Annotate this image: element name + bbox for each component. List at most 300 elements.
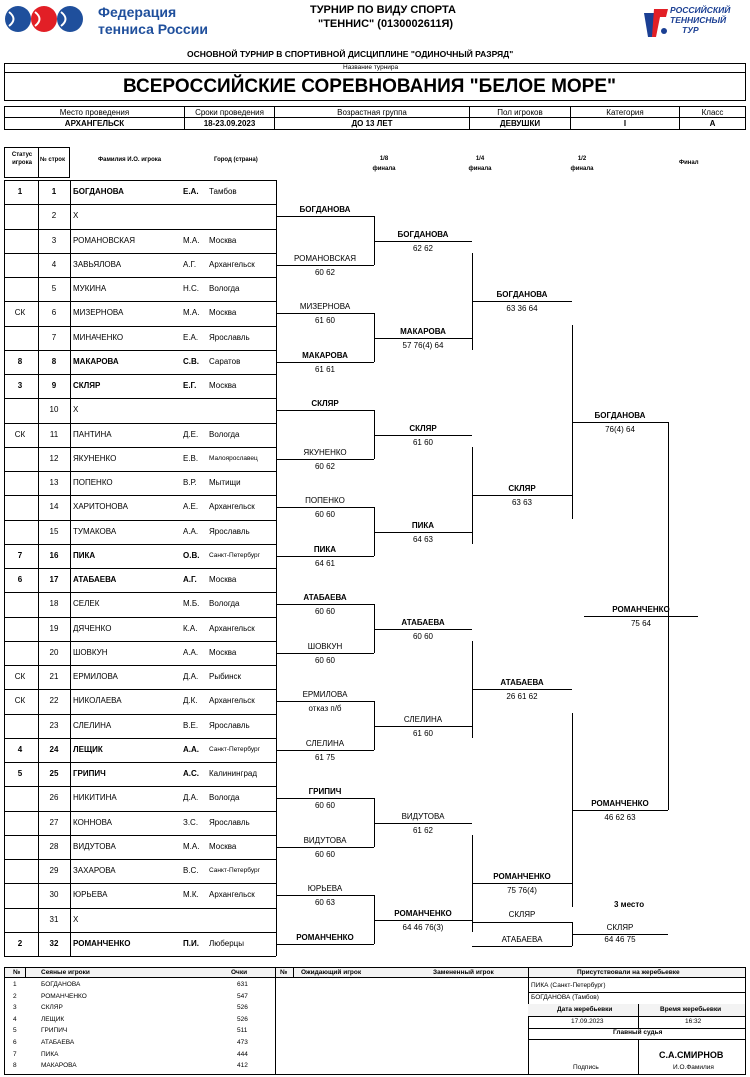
r16-score: 60 60	[314, 655, 336, 665]
row-line	[4, 471, 276, 472]
player-city: Ярославль	[209, 817, 250, 827]
player-city: Москва	[209, 381, 237, 390]
player-name: МИНАЧЕНКО	[73, 332, 124, 342]
seed-row	[5, 1038, 275, 1049]
row-divider	[70, 714, 71, 738]
r16-line	[276, 944, 374, 945]
player-city: Тамбов	[209, 187, 237, 196]
col-r16-header: 1/8 финала	[372, 156, 396, 172]
player-initials: А.Е.	[183, 502, 199, 512]
row-line	[4, 592, 276, 593]
place-value: АРХАНГЕЛЬСК	[4, 117, 185, 130]
row-divider	[70, 835, 71, 859]
player-row-number: 17	[49, 575, 59, 584]
sport-title: ТУРНИР ПО ВИДУ СПОРТА	[310, 4, 456, 16]
col-final-header: Финал	[679, 160, 699, 166]
row-divider	[70, 423, 71, 447]
player-row-number: 15	[49, 526, 59, 536]
sf-winner-name: БОГДАНОВА	[496, 290, 548, 299]
r16-score: 60 62	[314, 267, 336, 277]
r16-line	[276, 459, 374, 460]
seed-points: 631	[237, 981, 248, 988]
row-divider	[70, 204, 71, 228]
row-line	[4, 374, 276, 375]
row-line	[4, 568, 276, 569]
qf-winner-name: АТАБАЕВА	[401, 617, 445, 627]
player-status: 2	[17, 938, 23, 948]
player-name: ГРИПИЧ	[73, 769, 106, 778]
seed-row	[5, 1015, 275, 1026]
seed-name: МАКАРОВА	[41, 1062, 77, 1070]
player-name: СЛЕЛИНА	[73, 720, 112, 730]
row-divider	[70, 738, 71, 762]
row-line	[4, 447, 276, 448]
row-line	[4, 204, 276, 205]
player-name: ЗАВЬЯЛОВА	[73, 259, 122, 269]
final-winner-name: БОГДАНОВА	[594, 411, 646, 420]
r16-winner-name: ВИДУТОВА	[303, 835, 347, 845]
r16-line	[276, 313, 374, 314]
row-divider	[70, 811, 71, 835]
row-divider	[70, 689, 71, 713]
player-city: Москва	[209, 308, 237, 318]
final-line	[572, 810, 668, 811]
row-line	[4, 932, 276, 933]
player-name: ТУМАКОВА	[73, 526, 117, 536]
r16-winner-name: ЮРЬЕВА	[307, 884, 343, 894]
player-row-number: 30	[49, 890, 59, 900]
replaced-header: Замененный игрок	[433, 969, 494, 976]
row-line	[4, 180, 276, 181]
player-initials: А.Г.	[183, 259, 197, 269]
row-line	[4, 544, 276, 545]
player-name: ДЯЧЕНКО	[73, 623, 112, 633]
player-initials: М.А.	[183, 308, 200, 318]
r16-score: 60 60	[314, 510, 336, 520]
r16-winner-name: ЕРМИЛОВА	[302, 690, 348, 700]
category-value: I	[570, 117, 680, 130]
player-row-number: 31	[49, 914, 59, 924]
player-status: 3	[17, 381, 23, 390]
row-divider	[70, 592, 71, 616]
present-player-2: БОГДАНОВА (Тамбов)	[531, 994, 599, 1001]
player-initials: А.А.	[183, 647, 199, 657]
row-line	[4, 326, 276, 327]
age-label: Возрастная группа	[274, 106, 470, 118]
player-initials: Е.А.	[183, 187, 199, 196]
col-name-header: Фамилия И.О. игрока	[98, 157, 162, 163]
row-divider	[70, 180, 71, 204]
player-row-number: 32	[49, 938, 59, 948]
player-city: Санкт-Петербург	[209, 867, 260, 874]
champion-score: 75 64	[630, 619, 652, 628]
seed-name: РОМАНЧЕНКО	[41, 992, 87, 1000]
sf-winner-name: СКЛЯР	[508, 484, 536, 493]
sf-score: 63 63	[511, 498, 533, 507]
player-row-number: 8	[51, 356, 57, 366]
player-row-number: 27	[49, 817, 59, 827]
third-place-player-1: СКЛЯР	[508, 910, 536, 919]
player-row-number: 18	[49, 599, 59, 609]
player-row-number: 14	[49, 502, 59, 512]
sf-line	[472, 301, 572, 302]
seed-points: 526	[237, 1015, 248, 1023]
r16-score: отказ п/б	[308, 704, 342, 714]
player-row-number: 26	[49, 793, 59, 803]
tournament-name-label: Название турнира	[343, 64, 399, 71]
player-status: 7	[17, 550, 23, 560]
player-city: Ярославль	[209, 526, 250, 536]
row-line	[4, 277, 276, 278]
player-row-number: 28	[49, 841, 59, 851]
final-winner-name: РОМАНЧЕНКО	[591, 799, 649, 808]
age-value: ДО 13 ЛЕТ	[274, 117, 470, 130]
qf-line	[374, 338, 472, 339]
row-line	[4, 495, 276, 496]
row-divider	[70, 859, 71, 883]
rtt-name-line3: ТУР	[682, 25, 699, 35]
r16-line	[276, 798, 374, 799]
player-initials: Е.Г.	[183, 381, 197, 390]
r16-line	[276, 701, 374, 702]
seed-number: 8	[13, 1062, 17, 1070]
qf-line	[374, 532, 472, 533]
r16-winner-name: ПОПЕНКО	[305, 496, 345, 506]
qf-line	[374, 435, 472, 436]
seed-number: 2	[13, 992, 17, 1000]
row-line	[4, 883, 276, 884]
player-row-number: 6	[51, 308, 57, 318]
final-score: 46 62 63	[604, 813, 636, 822]
player-row-number: 3	[51, 235, 57, 245]
player-initials: П.И.	[183, 938, 199, 948]
third-place-player-2: АТАБАЕВА	[501, 935, 543, 944]
player-initials: С.В.	[183, 356, 199, 366]
row-line	[4, 811, 276, 812]
row-line	[4, 520, 276, 521]
player-name: ЕРМИЛОВА	[73, 672, 118, 681]
player-name: Х	[73, 914, 79, 924]
r16-winner-name: ЯКУНЕНКО	[303, 447, 347, 457]
player-city: Ярославль	[209, 720, 250, 730]
points-header: Очки	[231, 969, 248, 976]
player-name: ЛЕЩИК	[73, 744, 103, 754]
third-place-winner: СКЛЯР	[606, 923, 634, 932]
seed-name: ГРИПИЧ	[41, 1027, 68, 1035]
row-line	[4, 859, 276, 860]
seed-points: 511	[237, 1027, 248, 1035]
row-line	[4, 641, 276, 642]
seed-points: 444	[237, 1050, 248, 1058]
seed-row	[5, 1061, 275, 1072]
row-divider	[70, 762, 71, 786]
r16-line	[276, 895, 374, 896]
r16-score: 60 63	[314, 898, 336, 908]
dates-value: 18-23.09.2023	[184, 117, 275, 130]
seed-points: 473	[237, 1039, 248, 1046]
row-divider	[70, 568, 71, 592]
seeds-header: Сеяные игроки	[41, 969, 90, 976]
seed-row	[5, 1003, 275, 1014]
player-name: ЮРЬЕВА	[73, 890, 108, 900]
player-initials: Д.А.	[183, 672, 199, 681]
player-name: КОННОВА	[73, 817, 112, 827]
r16-winner-name: АТАБАЕВА	[303, 593, 347, 603]
player-row-number: 29	[49, 866, 59, 875]
row-divider	[70, 665, 71, 689]
seed-number: 3	[13, 1004, 17, 1012]
player-row-number: 2	[51, 211, 57, 221]
player-initials: М.А.	[183, 841, 200, 851]
player-city: Москва	[209, 235, 237, 245]
row-divider	[70, 471, 71, 495]
player-initials: З.С.	[183, 817, 199, 827]
player-name: ПАНТИНА	[73, 429, 112, 439]
player-name: ШОВКУН	[73, 647, 108, 657]
r16-score: 60 60	[314, 801, 336, 811]
qf-score: 61 62	[412, 825, 434, 835]
row-divider	[70, 398, 71, 422]
champion-line	[584, 616, 698, 617]
waiting-num-header: №	[280, 969, 288, 976]
player-name: РОМАНОВСКАЯ	[73, 235, 136, 245]
r16-winner-name: МАКАРОВА	[302, 350, 348, 360]
r16-winner-name: РОМАНЧЕНКО	[296, 932, 354, 942]
draw-date-label: Дата жеребьевки	[557, 1006, 613, 1013]
r16-line	[276, 216, 374, 217]
seed-points: 412	[237, 1062, 248, 1070]
player-row-number: 23	[49, 720, 59, 730]
player-row-number: 21	[49, 672, 59, 681]
player-name: ЗАХАРОВА	[73, 866, 116, 875]
row-divider	[70, 495, 71, 519]
player-row-number: 24	[49, 744, 59, 754]
player-initials: Д.Е.	[183, 429, 199, 439]
col-status-header: Статус игрока	[11, 152, 33, 166]
seed-name: СКЛЯР	[41, 1004, 63, 1012]
sex-label: Пол игроков	[469, 106, 571, 118]
player-city: Саратов	[209, 356, 241, 366]
player-status: 4	[17, 744, 23, 754]
third-place-line-2	[472, 946, 572, 947]
row-line	[4, 398, 276, 399]
r16-line	[276, 750, 374, 751]
player-initials: М.А.	[183, 235, 200, 245]
qf-winner-name: ПИКА	[411, 520, 435, 530]
player-city: Архангельск	[209, 502, 255, 512]
r16-line	[276, 556, 374, 557]
player-row-number: 16	[49, 550, 59, 560]
player-row-number: 22	[49, 696, 59, 706]
chief-judge-name: С.А.СМИРНОВ	[659, 1050, 724, 1060]
player-initials: М.К.	[183, 890, 199, 900]
draw-time: 16:32	[685, 1018, 702, 1025]
player-name: ВИДУТОВА	[73, 841, 116, 851]
r16-line	[276, 847, 374, 848]
dates-label: Сроки проведения	[184, 106, 275, 118]
discipline-subtitle: ОСНОВНОЙ ТУРНИР В СПОРТИВНОЙ ДИСЦИПЛИНЕ "ОДИНОЧНЫЙ РАЗРЯД"	[187, 49, 514, 59]
row-line	[4, 423, 276, 424]
seed-row	[5, 1026, 275, 1037]
seed-name: ЛЕЩИК	[41, 1015, 65, 1023]
row-line	[4, 301, 276, 302]
waiting-header: Ожидающий игрок	[301, 969, 362, 976]
champion-name: РОМАНЧЕНКО	[612, 605, 670, 614]
player-initials: Е.А.	[183, 332, 199, 342]
class-label: Класс	[679, 106, 746, 118]
r16-score: 61 61	[314, 364, 336, 374]
row-line	[4, 253, 276, 254]
row-divider	[70, 301, 71, 325]
r16-score: 60 62	[314, 461, 336, 471]
player-city: Москва	[209, 841, 237, 851]
seed-points: 547	[237, 992, 248, 1000]
row-line	[4, 908, 276, 909]
rtt-name-line2: ТЕННИСНЫЙ	[670, 15, 727, 25]
row-divider	[70, 253, 71, 277]
row-divider	[70, 932, 71, 956]
row-divider	[70, 908, 71, 932]
player-city: Архангельск	[209, 259, 255, 269]
player-status: СК	[14, 696, 26, 706]
r16-winner-name: СЛЕЛИНА	[305, 738, 345, 748]
player-initials: А.А.	[183, 526, 199, 536]
sf-line	[472, 495, 572, 496]
row-divider	[70, 229, 71, 253]
qf-score: 62 62	[412, 243, 434, 253]
seed-number: 4	[13, 1015, 17, 1023]
row-divider	[70, 374, 71, 398]
player-status: 6	[17, 575, 23, 584]
r16-winner-name: БОГДАНОВА	[299, 205, 351, 215]
player-name: МУКИНА	[73, 284, 107, 293]
sex-value: ДЕВУШКИ	[469, 117, 571, 130]
player-city: Архангельск	[209, 890, 255, 900]
row-line	[4, 617, 276, 618]
player-row-number: 19	[49, 623, 59, 633]
player-initials: О.В.	[183, 550, 200, 560]
row-divider	[70, 277, 71, 301]
player-name: НИКИТИНА	[73, 793, 117, 803]
row-line	[4, 762, 276, 763]
sport-code: "ТЕННИС" (0130002611Я)	[318, 18, 454, 30]
player-name: ХАРИТОНОВА	[73, 502, 128, 512]
qf-winner-name: РОМАНЧЕНКО	[394, 908, 452, 918]
present-player-1: ПИКА (Санкт-Петербург)	[531, 982, 606, 989]
player-city: Архангельск	[209, 696, 255, 706]
rtt-name-line1: РОССИЙСКИЙ	[670, 5, 731, 15]
player-city: Вологда	[209, 599, 240, 609]
r16-winner-name: ГРИПИЧ	[308, 787, 342, 797]
player-city: Санкт-Петербург	[209, 745, 260, 753]
player-name: РОМАНЧЕНКО	[73, 938, 131, 948]
qf-line	[374, 241, 472, 242]
qf-score: 64 46 76(3)	[402, 922, 444, 932]
player-row-number: 9	[51, 381, 57, 390]
col-city-header: Город (страна)	[214, 157, 258, 163]
player-initials: А.А.	[183, 744, 199, 754]
player-name: СЕЛЕК	[73, 599, 100, 609]
qf-score: 57 76(4) 64	[402, 340, 444, 350]
qf-score: 60 60	[412, 631, 434, 641]
qf-winner-name: МАКАРОВА	[400, 326, 446, 336]
row-line	[4, 665, 276, 666]
row-line	[4, 835, 276, 836]
player-name: МАКАРОВА	[73, 356, 119, 366]
player-city: Вологда	[209, 793, 240, 803]
row-divider	[70, 326, 71, 350]
sf-score: 63 36 64	[506, 304, 538, 313]
qf-score: 61 60	[412, 437, 434, 447]
player-row-number: 5	[51, 284, 57, 293]
r16-winner-name: МИЗЕРНОВА	[299, 302, 351, 312]
signature-label: Подпись	[573, 1064, 599, 1071]
player-initials: Д.К.	[183, 696, 198, 706]
row-divider	[70, 883, 71, 907]
qf-winner-name: БОГДАНОВА	[397, 229, 449, 239]
sf-winner-name: АТАБАЕВА	[500, 678, 544, 687]
player-initials: Е.В.	[183, 453, 199, 463]
qf-winner-name: СЛЕЛИНА	[403, 714, 443, 724]
col-sf-header: 1/2 финала	[570, 156, 594, 172]
player-city: Вологда	[209, 284, 240, 293]
row-divider	[70, 520, 71, 544]
r16-score: 64 61	[314, 558, 336, 568]
player-city: Вологда	[209, 429, 240, 439]
qf-winner-name: СКЛЯР	[409, 423, 437, 433]
row-line	[4, 786, 276, 787]
player-name: ЯКУНЕНКО	[73, 453, 117, 463]
seed-number: 6	[13, 1039, 17, 1046]
player-initials: М.Б.	[183, 599, 200, 609]
col-qf-header: 1/4 финала	[468, 156, 492, 172]
sf-score: 75 76(4)	[507, 886, 537, 895]
player-status: 1	[17, 187, 23, 196]
federation-name-line2: тенниса России	[98, 21, 208, 37]
player-initials: В.С.	[183, 866, 199, 875]
r16-winner-name: ПИКА	[313, 544, 337, 554]
row-divider	[70, 641, 71, 665]
player-status: 5	[17, 769, 23, 778]
row-divider	[70, 544, 71, 568]
federation-name-line1: Федерация	[98, 4, 177, 20]
r16-line	[276, 507, 374, 508]
player-row-number: 4	[51, 259, 57, 269]
player-row-number: 7	[51, 332, 57, 342]
seeds-num-header: №	[13, 969, 21, 976]
seed-name: АТАБАЕВА	[41, 1039, 75, 1046]
player-initials: К.А.	[183, 623, 198, 633]
player-city: Санкт-Петербург	[209, 551, 260, 559]
row-line	[4, 956, 276, 957]
player-name: ПОПЕНКО	[73, 478, 113, 487]
player-initials: Д.А.	[183, 793, 199, 803]
third-place-label: 3 место	[614, 900, 645, 909]
seed-name: БОГДАНОВА	[41, 981, 81, 988]
player-city: Москва	[209, 575, 237, 584]
seed-number: 5	[13, 1027, 17, 1035]
player-name: СКЛЯР	[73, 381, 101, 390]
seed-points: 526	[237, 1004, 248, 1012]
tournament-name: ВСЕРОССИЙСКИЕ СОРЕВНОВАНИЯ "БЕЛОЕ МОРЕ"	[123, 76, 617, 97]
sf-line	[472, 883, 572, 884]
seed-number: 1	[13, 981, 17, 988]
player-status: СК	[14, 672, 26, 681]
qf-line	[374, 629, 472, 630]
r16-score: 61 75	[314, 752, 336, 762]
player-status: СК	[14, 429, 26, 439]
player-city: Калининград	[209, 769, 258, 778]
